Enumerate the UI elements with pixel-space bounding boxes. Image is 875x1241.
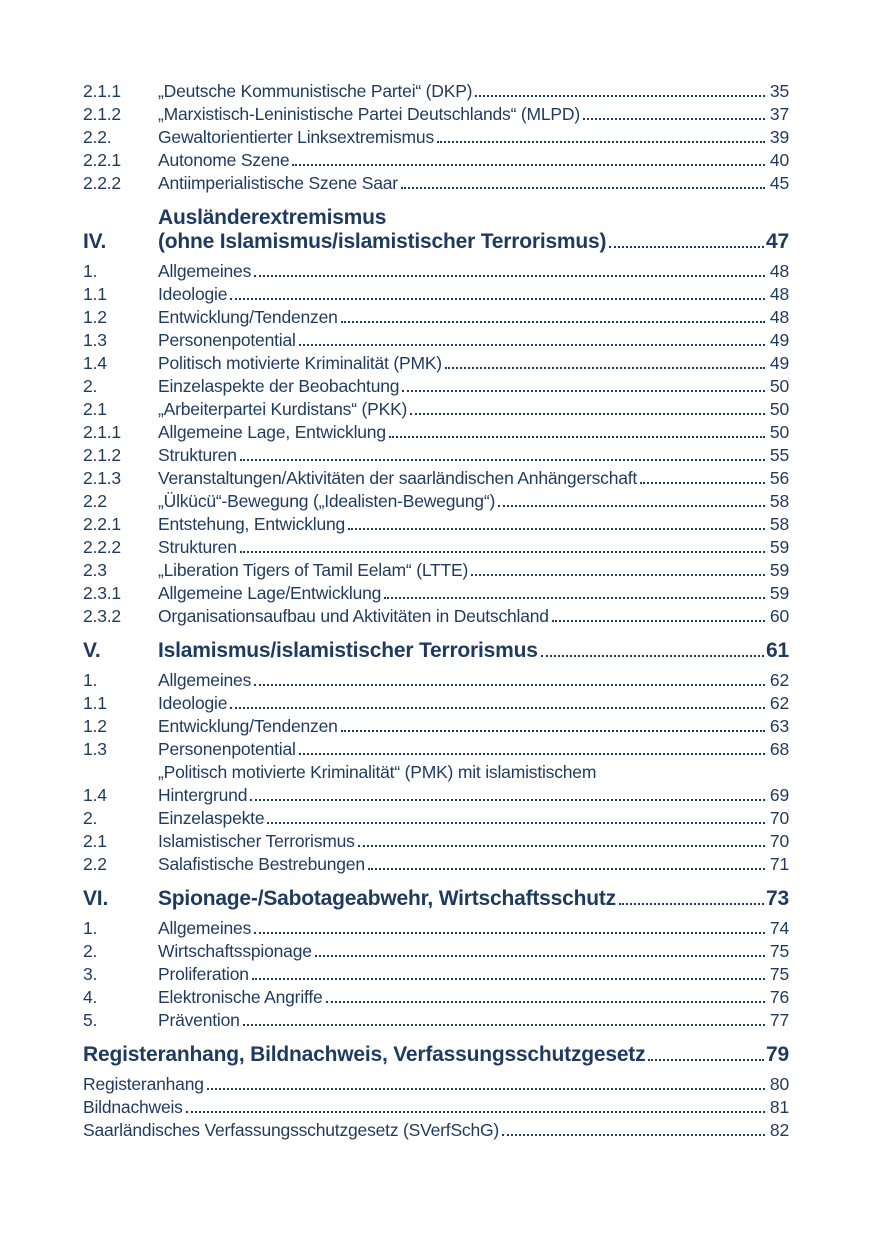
toc-entry[interactable] — [83, 352, 789, 375]
toc-entry[interactable] — [83, 306, 789, 329]
dot-leader — [186, 1110, 765, 1113]
toc-entry[interactable] — [83, 1009, 789, 1032]
toc-entry-number: IV. — [83, 230, 107, 253]
toc-entry[interactable] — [83, 986, 789, 1009]
toc-entry-page-number: 56 — [769, 468, 789, 488]
toc-entry[interactable] — [83, 260, 789, 283]
toc-entry-page-number: 58 — [769, 514, 789, 534]
toc-entry-title: Ideologie — [158, 284, 228, 304]
dot-leader — [389, 435, 765, 438]
toc-entry-title-group — [158, 582, 789, 605]
toc-entry-title: Entwicklung/Tendenzen — [158, 716, 338, 736]
toc-entry-title-group — [158, 853, 789, 876]
toc-entry[interactable] — [83, 605, 789, 628]
toc-entry-page-number: 73 — [766, 887, 789, 910]
dot-leader — [445, 366, 765, 369]
toc-entry-page-number: 68 — [769, 739, 789, 759]
dot-leader — [583, 117, 765, 120]
toc-entry-title: Allgemeines — [158, 670, 252, 690]
toc-entry-number: 1.2 — [83, 716, 107, 736]
toc-entry-number: 2.1.2 — [83, 445, 121, 465]
dot-leader — [402, 389, 765, 392]
toc-entry[interactable] — [83, 467, 789, 490]
toc-entry-title-group — [158, 986, 789, 1009]
toc-entry-page-number: 49 — [769, 353, 789, 373]
toc-entry-page-number: 48 — [769, 261, 789, 281]
toc-entry-number: 1.3 — [83, 330, 107, 350]
dot-leader — [299, 343, 765, 346]
toc-entry-title: Wirtschaftsspionage — [158, 941, 312, 961]
toc-entry-title-group — [83, 1043, 789, 1067]
dot-leader — [368, 867, 765, 870]
dot-leader — [230, 706, 765, 709]
toc-entry-page-number: 47 — [766, 230, 789, 253]
toc-entry-page-number: 37 — [769, 104, 789, 124]
toc-entry-page-number: 59 — [769, 583, 789, 603]
dot-leader — [267, 821, 765, 824]
toc-entry-title-group — [83, 1096, 789, 1119]
dot-leader — [437, 140, 765, 143]
toc-entry-title-group — [158, 444, 789, 467]
dot-leader — [348, 527, 765, 530]
toc-entry-title-continued: Hintergrund — [158, 785, 248, 805]
toc-entry-title: Islamismus/islamistischer Terrorismus — [158, 639, 538, 662]
toc-entry-title-line2-group — [158, 230, 789, 254]
dot-leader — [250, 798, 765, 801]
toc-entry[interactable] — [83, 917, 789, 940]
toc-heading[interactable] — [83, 639, 789, 663]
toc-entry-number: 1. — [83, 261, 98, 281]
toc-entry-title: Politisch motivierte Kriminalität (PMK) — [158, 353, 442, 373]
dot-leader — [292, 163, 765, 166]
toc-entry-page-number: 39 — [769, 127, 789, 147]
toc-entry-page-number: 59 — [769, 537, 789, 557]
toc-entry-title-group — [158, 830, 789, 853]
dot-leader — [252, 977, 765, 980]
toc-entry[interactable] — [83, 490, 789, 513]
toc-entry-page-number: 50 — [769, 376, 789, 396]
toc-entry-title: Einzelaspekte — [158, 808, 265, 828]
toc-entry-number: 2.2 — [83, 854, 107, 874]
toc-entry-number: 3. — [83, 964, 98, 984]
toc-entry-page-number: 49 — [769, 330, 789, 350]
toc-entry-title: Allgemeines — [158, 918, 252, 938]
toc-entry-number: 1. — [83, 918, 98, 938]
toc-entry-title: Entstehung, Entwicklung — [158, 514, 346, 534]
toc-entry-number: 2. — [83, 808, 98, 828]
dot-leader — [384, 596, 765, 599]
toc-entry-title-group — [158, 639, 789, 663]
toc-entry-title: Personenpotential — [158, 330, 296, 350]
toc-entry-title: Registeranhang — [83, 1074, 204, 1094]
toc-entry-title-group — [158, 917, 789, 940]
toc-entry[interactable] — [83, 559, 789, 582]
toc-entry[interactable] — [83, 103, 789, 126]
toc-entry-number: 2.1.3 — [83, 468, 121, 488]
dot-leader — [498, 504, 765, 507]
toc-entry[interactable] — [83, 963, 789, 986]
toc-entry-number: 2.1.2 — [83, 104, 121, 124]
toc-entry-title: Gewaltorientierter Linksextremismus — [158, 127, 435, 147]
dot-leader — [240, 458, 765, 461]
toc-entry[interactable] — [83, 329, 789, 352]
toc-entry-page-number: 48 — [769, 307, 789, 327]
toc-entry-number: VI. — [83, 887, 109, 910]
toc-entry-page-number: 58 — [769, 491, 789, 511]
toc-entry-title-group — [158, 536, 789, 559]
toc-entry-number: 2.1 — [83, 831, 107, 851]
toc-entry-title: Registeranhang, Bildnachweis, Verfassungsschutzgesetz — [83, 1043, 646, 1066]
toc-entry[interactable] — [83, 80, 789, 103]
toc-entry-page-number: 70 — [769, 831, 789, 851]
toc-entry-title: Strukturen — [158, 445, 237, 465]
toc-entry-title: Prävention — [158, 1010, 240, 1030]
toc-entry[interactable] — [83, 398, 789, 421]
dot-leader — [648, 1058, 764, 1061]
toc-entry-title: Saarländisches Verfassungsschutzgesetz (SVerfSchG) — [83, 1120, 500, 1140]
toc-entry-title-group — [158, 605, 789, 628]
toc-entry-title: Ideologie — [158, 693, 228, 713]
toc-entry-page-number: 79 — [766, 1043, 789, 1066]
toc-entry[interactable] — [83, 830, 789, 853]
toc-entry-title: Einzelaspekte der Beobachtung — [158, 376, 400, 396]
toc-entry-page-number: 80 — [769, 1074, 789, 1094]
toc-entry-title: Elektronische Angriffe — [158, 987, 323, 1007]
toc-entry-title-group — [158, 1009, 789, 1032]
toc-entry-page-number: 45 — [769, 173, 789, 193]
dot-leader — [502, 1133, 765, 1136]
toc-heading[interactable] — [83, 206, 789, 254]
toc-entry-page-number: 71 — [769, 854, 789, 874]
dot-leader — [401, 186, 765, 189]
toc-entry-title-line2-group — [158, 784, 789, 807]
toc-entry-number: 2.3.1 — [83, 583, 121, 603]
toc-entry-title: Allgemeine Lage, Entwicklung — [158, 422, 386, 442]
toc-entry-page-number: 61 — [766, 639, 789, 662]
toc-entry[interactable] — [83, 172, 789, 195]
dot-leader — [358, 844, 765, 847]
toc-entry-number: 2.3.2 — [83, 606, 121, 626]
toc-entry-page-number: 50 — [769, 399, 789, 419]
toc-entry-title-group — [158, 126, 789, 149]
toc-entry-page-number: 59 — [769, 560, 789, 580]
dot-leader — [230, 297, 765, 300]
toc-entry-number: 2.2.2 — [83, 537, 121, 557]
toc-entry[interactable] — [83, 853, 789, 876]
toc-entry-title: Veranstaltungen/Aktivitäten der saarländischen Anhängerschaft — [158, 468, 638, 488]
toc-entry-page-number: 35 — [769, 81, 789, 101]
toc-entry-title-group — [158, 103, 789, 126]
dot-leader — [640, 481, 765, 484]
toc-entry-page-number: 63 — [769, 716, 789, 736]
toc-entry[interactable] — [83, 940, 789, 963]
dot-leader — [240, 550, 765, 553]
toc-entry-number: 2.2 — [83, 491, 107, 511]
toc-entry-title: Allgemeines — [158, 261, 252, 281]
toc-entry-page-number: 82 — [769, 1120, 789, 1140]
toc-entry-title: Salafistische Bestrebungen — [158, 854, 365, 874]
toc-entry-title: Bildnachweis — [83, 1097, 183, 1117]
toc-entry-title: Allgemeine Lage/Entwicklung — [158, 583, 382, 603]
toc-entry[interactable] — [83, 1073, 789, 1096]
toc-entry-title-group — [158, 172, 789, 195]
toc-entry-title-group — [158, 513, 789, 536]
dot-leader — [619, 902, 764, 905]
dot-leader — [254, 931, 765, 934]
toc-entry[interactable] — [83, 1096, 789, 1119]
toc-entry-page-number: 76 — [769, 987, 789, 1007]
toc-entry-title-group — [158, 887, 789, 911]
toc-entry[interactable] — [83, 283, 789, 306]
toc-entry[interactable] — [83, 536, 789, 559]
toc-entry-number: 2.1.1 — [83, 422, 121, 442]
toc-entry-title-continued: (ohne Islamismus/islamistischer Terrorismus) — [158, 230, 607, 253]
toc-entry[interactable] — [83, 126, 789, 149]
toc-entry-title: „Politisch motivierte Kriminalität“ (PMK) mit islamistischem — [158, 762, 597, 782]
toc-entry-title: „Liberation Tigers of Tamil Eelam“ (LTTE) — [158, 560, 469, 580]
toc-entry[interactable] — [83, 375, 789, 398]
toc-entry-title-group — [158, 206, 789, 254]
dot-leader — [410, 412, 765, 415]
toc-entry-title-group — [158, 421, 789, 444]
dot-leader — [471, 573, 765, 576]
dot-leader — [243, 1023, 765, 1026]
dot-leader — [315, 954, 765, 957]
toc-entry-number: 2.3 — [83, 560, 107, 580]
toc-entry-page-number: 50 — [769, 422, 789, 442]
dot-leader — [326, 1000, 765, 1003]
toc-entry-page-number: 75 — [769, 964, 789, 984]
toc-entry-title-group — [158, 352, 789, 375]
toc-entry-title-group — [158, 398, 789, 421]
toc-entry-number: 1.3 — [83, 739, 107, 759]
toc-entry-title-group — [158, 963, 789, 986]
toc-entry-title-group — [83, 1119, 789, 1142]
toc-entry-title-group — [158, 467, 789, 490]
dot-leader — [341, 729, 765, 732]
toc-entry[interactable] — [83, 444, 789, 467]
dot-leader — [541, 654, 764, 657]
table-of-contents — [83, 80, 789, 1142]
toc-entry-number: 1.1 — [83, 693, 107, 713]
toc-entry-title-group — [158, 807, 789, 830]
toc-entry-title-group — [158, 715, 789, 738]
toc-entry-number: 2. — [83, 941, 98, 961]
toc-entry-number: 2.2.1 — [83, 150, 121, 170]
toc-entry-title-group — [83, 1073, 789, 1096]
toc-entry[interactable] — [83, 761, 789, 807]
toc-entry-title-group — [158, 490, 789, 513]
toc-entry-title-group — [158, 761, 789, 807]
toc-entry-title: Organisationsaufbau und Aktivitäten in Deutschland — [158, 606, 549, 626]
toc-entry-page-number: 81 — [769, 1097, 789, 1117]
toc-entry-title: Autonome Szene — [158, 150, 290, 170]
toc-entry-page-number: 60 — [769, 606, 789, 626]
toc-entry-title-group — [158, 283, 789, 306]
toc-entry[interactable] — [83, 738, 789, 761]
dot-leader — [552, 619, 765, 622]
toc-entry-title-group — [158, 559, 789, 582]
toc-entry[interactable] — [83, 421, 789, 444]
toc-entry-page-number: 74 — [769, 918, 789, 938]
toc-entry-page-number: 55 — [769, 445, 789, 465]
toc-entry[interactable] — [83, 513, 789, 536]
toc-entry-title: „Arbeiterpartei Kurdistans“ (PKK) — [158, 399, 408, 419]
toc-entry-page-number: 70 — [769, 808, 789, 828]
toc-entry-page-number: 62 — [769, 693, 789, 713]
toc-entry-page-number: 62 — [769, 670, 789, 690]
dot-leader — [475, 94, 765, 97]
toc-entry-page-number: 40 — [769, 150, 789, 170]
toc-entry-title: Entwicklung/Tendenzen — [158, 307, 338, 327]
toc-entry[interactable] — [83, 692, 789, 715]
toc-entry-page-number: 48 — [769, 284, 789, 304]
toc-entry-title: Strukturen — [158, 537, 237, 557]
toc-entry-page-number: 75 — [769, 941, 789, 961]
dot-leader — [341, 320, 765, 323]
toc-entry-title: Spionage-/Sabotageabwehr, Wirtschaftsschutz — [158, 887, 616, 910]
toc-entry-title: Antiimperialistische Szene Saar — [158, 173, 398, 193]
toc-entry-number: 2.2. — [83, 127, 112, 147]
toc-entry-number: 1. — [83, 670, 98, 690]
toc-entry-title: „Deutsche Kommunistische Partei“ (DKP) — [158, 81, 473, 101]
toc-heading[interactable] — [83, 1043, 789, 1067]
dot-leader — [299, 752, 765, 755]
toc-entry-title-group — [158, 669, 789, 692]
toc-entry-number: 1.4 — [83, 785, 107, 805]
toc-entry-title-group — [158, 329, 789, 352]
toc-entry-number: 2.2.2 — [83, 173, 121, 193]
toc-entry-number: 2.1.1 — [83, 81, 121, 101]
toc-entry[interactable] — [83, 149, 789, 172]
dot-leader — [207, 1087, 765, 1090]
toc-entry-number: 1.1 — [83, 284, 107, 304]
toc-entry-number: 4. — [83, 987, 98, 1007]
toc-entry-title: „Marxistisch-Leninistische Partei Deutschlands“ (MLPD) — [158, 104, 580, 124]
toc-entry-title: Proliferation — [158, 964, 249, 984]
toc-entry-number: 1.4 — [83, 353, 107, 373]
toc-entry-page-number: 69 — [769, 785, 789, 805]
dot-leader — [609, 245, 764, 248]
toc-entry-title-group — [158, 306, 789, 329]
toc-entry-number: 2.2.1 — [83, 514, 121, 534]
toc-entry-title: „Ülkücü“-Bewegung („Idealisten-Bewegung“) — [158, 491, 496, 511]
toc-entry-title-group — [158, 375, 789, 398]
toc-entry-number: V. — [83, 639, 101, 662]
toc-entry-number: 1.2 — [83, 307, 107, 327]
toc-entry-title-group — [158, 940, 789, 963]
toc-entry[interactable] — [83, 669, 789, 692]
toc-entry-title-group — [158, 80, 789, 103]
toc-entry[interactable] — [83, 715, 789, 738]
toc-entry[interactable] — [83, 807, 789, 830]
dot-leader — [254, 683, 765, 686]
toc-entry[interactable] — [83, 1119, 789, 1142]
toc-entry-title-group — [158, 738, 789, 761]
toc-entry-title: Personenpotential — [158, 739, 296, 759]
toc-entry-title-group — [158, 149, 789, 172]
toc-entry-title: Islamistischer Terrorismus — [158, 831, 355, 851]
toc-entry-title-group — [158, 692, 789, 715]
toc-heading[interactable] — [83, 887, 789, 911]
toc-entry[interactable] — [83, 582, 789, 605]
dot-leader — [254, 274, 765, 277]
toc-entry-number: 2. — [83, 376, 98, 396]
toc-entry-number: 5. — [83, 1010, 98, 1030]
toc-entry-page-number: 77 — [769, 1010, 789, 1030]
toc-entry-title-group — [158, 260, 789, 283]
toc-entry-number: 2.1 — [83, 399, 107, 419]
toc-entry-title: Ausländerextremismus — [158, 206, 387, 229]
